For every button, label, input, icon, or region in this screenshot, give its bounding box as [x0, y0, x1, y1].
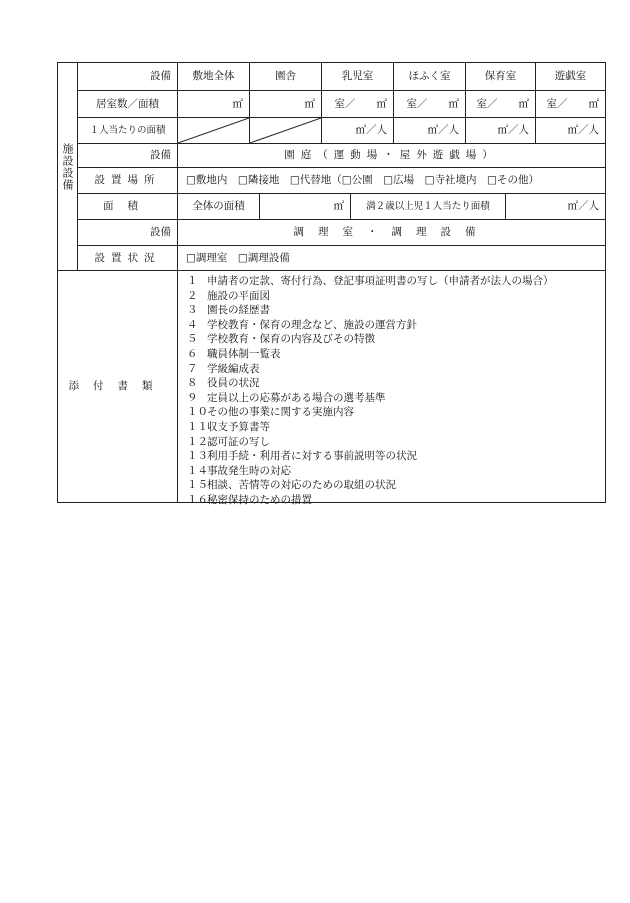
- count-area-play-room[interactable]: 室／ ㎡: [535, 90, 606, 118]
- attachments-list: [177, 270, 606, 506]
- column-header-site: 敷地全体: [177, 62, 250, 91]
- total-area-value[interactable]: ㎡: [259, 193, 351, 220]
- list-item: ９ 定員以上の応募がある場合の選考基準: [187, 391, 386, 404]
- per-person-play-room[interactable]: ㎡／人: [535, 117, 606, 144]
- list-item: ８ 役員の状況: [187, 377, 260, 390]
- list-item: １６秘密保持のための措置: [187, 493, 312, 506]
- garden-header-label: 設備: [77, 143, 178, 168]
- kitchen-header-label: 設備: [77, 219, 178, 246]
- count-area-label: 居室数／面積: [77, 90, 178, 118]
- list-item: １ 申請者の定款、寄付行為、登記事項証明書の写し（申請者が法人の場合）: [187, 275, 554, 287]
- column-header-play-room: 遊戯室: [535, 62, 606, 91]
- list-item: ４ 学校教育・保育の理念など、施設の運営方針: [187, 318, 417, 331]
- per-person-infant-room[interactable]: ㎡／人: [321, 117, 394, 144]
- list-item: ２ 施設の平面図: [187, 289, 270, 302]
- column-header-infant-room: 乳児室: [321, 62, 394, 91]
- column-header-crawling-room: ほふく室: [393, 62, 466, 91]
- attachments-label: 添付書類: [57, 270, 178, 503]
- list-item: １２認可証の写し: [187, 435, 270, 448]
- list-item: １５相談、苦情等の対応のための取組の状況: [187, 479, 396, 492]
- count-area-infant-room[interactable]: 室／ ㎡: [321, 90, 394, 118]
- list-item: ６ 職員体制一覧表: [187, 347, 281, 360]
- status-options[interactable]: □調理室 □調理設備: [177, 245, 606, 271]
- list-item: １０その他の事業に関する実施内容: [187, 406, 354, 419]
- per-child-area-label: 満２歳以上児１人当たり面積: [350, 193, 506, 220]
- location-label: 設置場所: [77, 167, 178, 194]
- kitchen-title: 調理室・調理設備: [177, 219, 606, 246]
- rooms-header-label: 設備: [77, 62, 178, 91]
- count-area-site[interactable]: ㎡: [177, 90, 250, 118]
- facility-form: [57, 62, 606, 506]
- per-person-area-label: １人当たりの面積: [77, 117, 178, 144]
- list-item: １１収支予算書等: [187, 420, 270, 433]
- list-item: ５ 学校教育・保育の内容及びその特徴: [187, 333, 375, 346]
- count-area-nursery-room[interactable]: 室／ ㎡: [465, 90, 536, 118]
- list-item: １３利用手続・利用者に対する事前説明等の状況: [187, 450, 417, 463]
- per-child-area-value[interactable]: ㎡／人: [505, 193, 606, 220]
- list-item: １４事故発生時の対応: [187, 464, 291, 477]
- column-header-nursery-room: 保育室: [465, 62, 536, 91]
- per-person-building-struck: [249, 117, 322, 144]
- count-area-crawling-room[interactable]: 室／ ㎡: [393, 90, 466, 118]
- facility-section-label: 施設設備: [57, 62, 78, 271]
- garden-title: 園庭（運動場・屋外遊戯場）: [177, 143, 606, 168]
- list-item: ７ 学級編成表: [187, 362, 260, 375]
- status-label: 設置状況: [77, 245, 178, 271]
- per-person-nursery-room[interactable]: ㎡／人: [465, 117, 536, 144]
- per-person-crawling-room[interactable]: ㎡／人: [393, 117, 466, 144]
- area-label: 面積: [77, 193, 178, 220]
- total-area-label: 全体の面積: [177, 193, 260, 220]
- per-person-site-struck: [177, 117, 250, 144]
- list-item: ３ 園長の経歴書: [187, 304, 270, 317]
- location-options[interactable]: □敷地内 □隣接地 □代替地（□公園 □広場 □寺社境内 □その他）: [177, 167, 606, 194]
- count-area-building[interactable]: ㎡: [249, 90, 322, 118]
- column-header-building: 園舎: [249, 62, 322, 91]
